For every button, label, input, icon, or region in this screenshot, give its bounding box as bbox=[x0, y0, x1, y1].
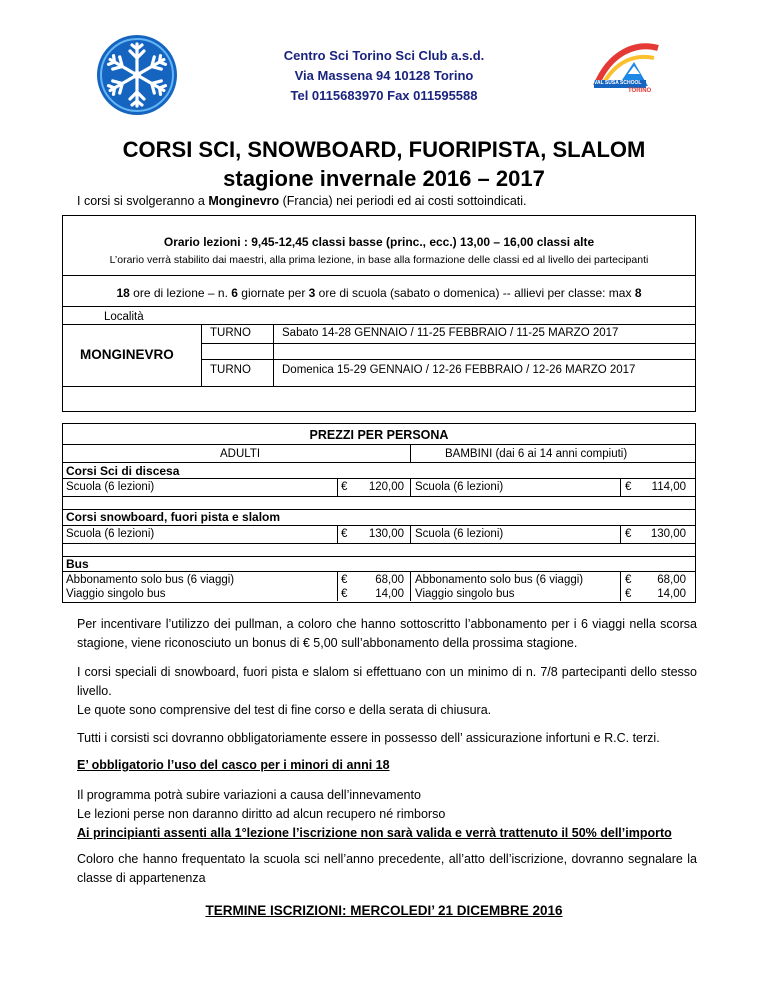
price-value: 68,00 bbox=[375, 574, 404, 586]
note-program-group bbox=[77, 786, 697, 843]
section-bus: Bus bbox=[66, 557, 89, 571]
turno-label-1: TURNO bbox=[210, 327, 251, 339]
note-helmet: E’ obbligatorio l’uso del casco per i minori di anni 18 bbox=[77, 758, 390, 772]
note-insurance: Tutti i corsisti sci dovranno obbligatoriamente essere in possesso dell’ assicurazione infortuni e R.C. terzi. bbox=[77, 731, 660, 745]
lesson-hours-note: L’orario verrà stabilito dai maestri, alla prima lezione, in base alla formazione delle classi ed al livello dei partecipanti bbox=[109, 254, 649, 266]
org-address: Via Massena 94 10128 Torino bbox=[294, 68, 474, 83]
col-adults: ADULTI bbox=[220, 448, 261, 460]
org-contacts: Tel 0115683970 Fax 011595588 bbox=[290, 88, 478, 103]
title-line-2: stagione invernale 2016 – 2017 bbox=[223, 166, 545, 191]
price-row-label: Scuola (6 lezioni) bbox=[66, 481, 155, 493]
registration-deadline: TERMINE ISCRIZIONI: MERCOLEDI’ 21 DICEMBRE 2016 bbox=[205, 903, 563, 918]
note-bus-bonus: Per incentivare l’utilizzo dei pullman, a coloro che hanno sottoscritto l’abbonamento per i 6 viaggi nella scorsa stagione, viene riconosciuto un bonus di € 5,00 sull’abbonamento della prossima stagione. bbox=[77, 617, 697, 650]
turno-dates-1: Sabato 14-28 GENNAIO / 11-25 FEBBRAIO / 11-25 MARZO 2017 bbox=[282, 327, 619, 339]
note-program-change: Il programma potrà subire variazioni a causa dell’innevamento bbox=[77, 788, 421, 802]
price-value: 68,00 bbox=[657, 574, 686, 586]
currency: € bbox=[625, 574, 632, 586]
price-value: 120,00 bbox=[368, 481, 404, 493]
price-value: 114,00 bbox=[651, 481, 686, 493]
price-row-label: Abbonamento solo bus (6 viaggi) bbox=[66, 574, 235, 586]
section-snowboard: Corsi snowboard, fuori pista e slalom bbox=[66, 510, 281, 524]
price-value: 14,00 bbox=[375, 588, 404, 600]
currency: € bbox=[341, 481, 348, 493]
section-ski: Corsi Sci di discesa bbox=[66, 464, 180, 478]
organization-info bbox=[0, 46, 768, 106]
intro-text: I corsi si svolgeranno a Monginevro (Francia) nei periodi ed ai costi sottoindicati. bbox=[77, 194, 527, 208]
note-included: Le quote sono comprensive del test di fine corso e della serata di chiusura. bbox=[77, 703, 492, 717]
price-row-label: Abbonamento solo bus (6 viaggi) bbox=[415, 574, 584, 586]
org-name: Centro Sci Torino Sci Club a.s.d. bbox=[283, 48, 485, 63]
location-name: MONGINEVRO bbox=[80, 347, 174, 362]
lesson-hours: Orario lezioni : 9,45-12,45 classi basse (princ., ecc.) 13,00 – 16,00 classi alte bbox=[163, 235, 595, 249]
prices-title: PREZZI PER PERSONA bbox=[309, 428, 449, 442]
note-special-courses: I corsi speciali di snowboard, fuori pista e slalom si effettuano con un minimo di n. 7/8 partecipanti dello stesso livello. bbox=[77, 665, 697, 698]
ski-school-logo-text: VAL SUSA SCHOOL bbox=[594, 80, 642, 86]
price-row-label: Scuola (6 lezioni) bbox=[66, 528, 155, 540]
title-line-1: CORSI SCI, SNOWBOARD, FUORIPISTA, SLALOM bbox=[122, 137, 646, 162]
price-row-label: Scuola (6 lezioni) bbox=[415, 528, 504, 540]
price-value: 14,00 bbox=[657, 588, 686, 600]
price-row-label: Viaggio singolo bus bbox=[415, 588, 515, 600]
currency: € bbox=[341, 528, 348, 540]
note-lost-lessons: Le lezioni perse non daranno diritto ad alcun recupero né rimborso bbox=[77, 807, 446, 821]
currency: € bbox=[341, 574, 348, 586]
currency: € bbox=[625, 588, 632, 600]
turno-dates-2: Domenica 15-29 GENNAIO / 12-26 FEBBRAIO / 12-26 MARZO 2017 bbox=[282, 364, 636, 376]
location-label: Località bbox=[104, 311, 144, 323]
currency: € bbox=[341, 588, 348, 600]
intro-place: Monginevro bbox=[208, 194, 280, 208]
note-beginners: Ai principianti assenti alla 1°lezione l’iscrizione non sarà valida e verrà trattenuto il 50% dell’importo bbox=[77, 826, 672, 840]
col-kids: BAMBINI (dai 6 ai 14 anni compiuti) bbox=[445, 448, 628, 460]
price-value: 130,00 bbox=[650, 528, 686, 540]
course-summary: 18 ore di lezione – n. 6 giornate per 3 ore di scuola (sabato o domenica) -- allievi per classe: max 8 bbox=[116, 286, 642, 300]
currency: € bbox=[625, 481, 632, 493]
turno-label-2: TURNO bbox=[210, 364, 251, 376]
price-row-label: Scuola (6 lezioni) bbox=[415, 481, 504, 493]
price-value: 130,00 bbox=[368, 528, 404, 540]
note-previous-year: Coloro che hanno frequentato la scuola sci nell’anno precedente, all’atto dell’iscrizione, dovranno segnalare la classe di appartenenza bbox=[77, 852, 697, 885]
currency: € bbox=[625, 528, 632, 540]
ski-school-logo-subtext: TORINO bbox=[628, 88, 652, 94]
page-title bbox=[0, 135, 768, 193]
price-row-label: Viaggio singolo bus bbox=[66, 588, 166, 600]
